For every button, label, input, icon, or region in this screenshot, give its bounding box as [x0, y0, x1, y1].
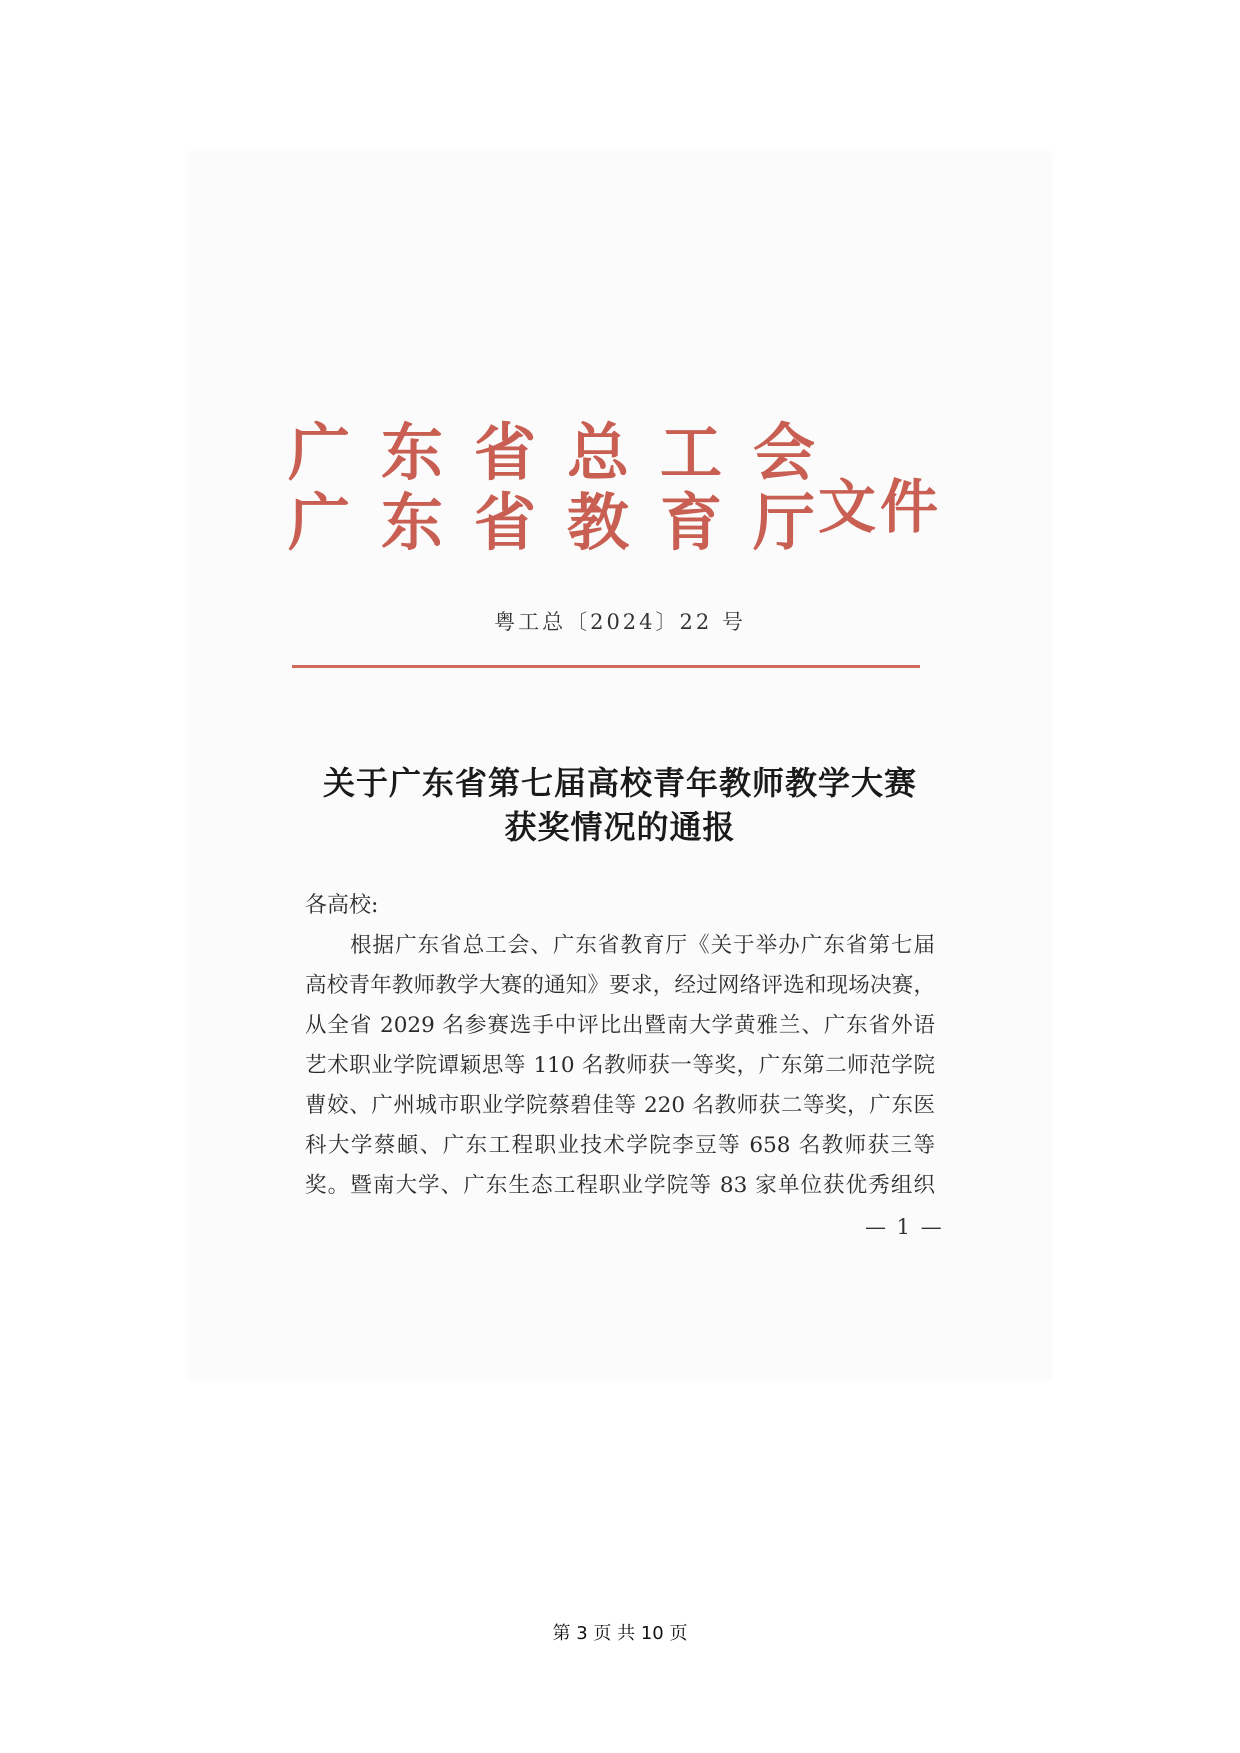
letterhead-row-education [288, 488, 846, 558]
letterhead-char: 总 [567, 416, 630, 489]
body-line: 科大学蔡頔、广东工程职业技术学院李豆等 658 名教师获三等 [305, 1133, 935, 1158]
letterhead-char: 省 [474, 416, 537, 489]
letterhead-char: 东 [381, 416, 444, 489]
red-divider-line [292, 665, 920, 668]
letterhead-char: 东 [381, 486, 444, 559]
letterhead-char: 广 [288, 416, 351, 489]
letterhead-row-union [288, 418, 846, 488]
page-footer: 第 3 页 共 10 页 [552, 1623, 688, 1644]
body-line: 高校青年教师教学大赛的通知》要求，经过网络评选和现场决赛， [305, 973, 935, 998]
letterhead-char: 厅 [753, 486, 816, 559]
inner-page-number: — 1 — [865, 1215, 944, 1239]
letterhead-char: 会 [753, 416, 816, 489]
red-letterhead [288, 416, 943, 559]
body-line: 奖。暨南大学、广东生态工程职业学院等 83 家单位获优秀组织 [305, 1173, 935, 1198]
body-line: 从全省 2029 名参赛选手中评比出暨南大学黄雅兰、广东省外语 [305, 1013, 935, 1038]
document-number: 粤工总〔2024〕22 号 [494, 610, 746, 634]
document-title-line-2: 获奖情况的通报 [504, 808, 736, 846]
body-paragraph [305, 926, 935, 1206]
body-line: 曹姣、广州城市职业学院蔡碧佳等 220 名教师获二等奖，广东医 [305, 1093, 935, 1118]
letterhead-char: 教 [567, 486, 630, 559]
letterhead-char: 广 [288, 486, 351, 559]
salutation: 各高校: [305, 893, 379, 918]
letterhead-char: 工 [660, 416, 723, 489]
letterhead-char: 省 [474, 486, 537, 559]
letterhead-suffix: 文件 [818, 473, 943, 541]
document-title-line-1: 关于广东省第七届高校青年教师教学大赛 [322, 764, 917, 802]
body-line: 根据广东省总工会、广东省教育厅《关于举办广东省第七届 [350, 933, 935, 958]
body-line: 艺术职业学院谭颖思等 110 名教师获一等奖，广东第二师范学院 [305, 1053, 935, 1078]
letterhead-char: 育 [660, 486, 723, 559]
